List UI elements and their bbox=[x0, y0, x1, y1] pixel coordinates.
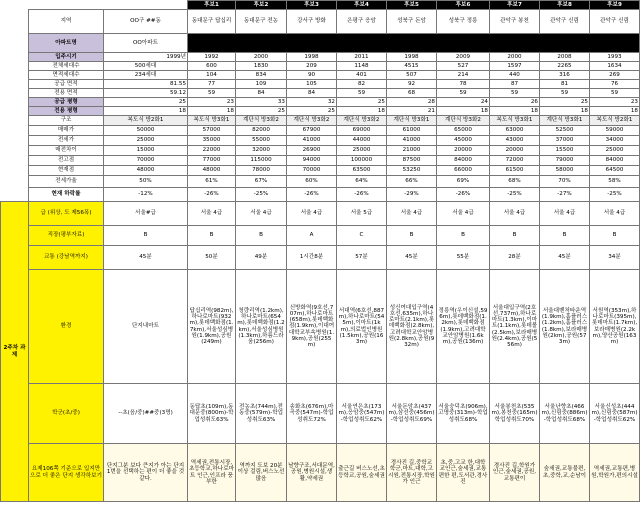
row-label: 구조 bbox=[29, 116, 104, 126]
cell: 은평구 응암 bbox=[337, 10, 387, 34]
cell: -27% bbox=[540, 188, 590, 202]
school-row bbox=[1, 384, 640, 444]
cell: 82000 bbox=[236, 126, 287, 136]
cell: 1830 bbox=[236, 62, 287, 71]
cell: 1998 bbox=[387, 53, 437, 62]
cell: 초,중,고교 한,대학교인근,숲세권,교통편한 편,도서관,경사진 bbox=[437, 444, 490, 502]
row-label: 전용 평형 bbox=[29, 107, 104, 116]
cell: 25 bbox=[287, 107, 337, 116]
cell: 41000 bbox=[387, 136, 437, 146]
cell: 84000 bbox=[437, 156, 490, 166]
base-value: 50000 bbox=[104, 126, 188, 136]
row-label: 요제106쪽 기준으로 입지만으로 더 좋은 단지 생각하보기 bbox=[29, 444, 104, 502]
cell: 34분 bbox=[590, 246, 640, 270]
cell: 316 bbox=[540, 71, 590, 80]
cell: 59 bbox=[490, 89, 540, 98]
base-value: 18 bbox=[104, 107, 188, 116]
cell: 77000 bbox=[188, 156, 236, 166]
cell: 복도식 방3화1 bbox=[188, 116, 236, 126]
row-label: 지역 bbox=[29, 10, 104, 34]
cell: 송화초(676m),마곡중(547m)-학업성취도72% bbox=[287, 384, 337, 444]
cell: 서울신성초(444m),신림중(587m)-학업성취도62% bbox=[590, 384, 640, 444]
cell: 계단식 방3화2 bbox=[287, 116, 337, 126]
row-label: 전세가율 bbox=[29, 176, 104, 188]
row-label: 아파트명 bbox=[29, 34, 104, 53]
cell: 동답초(109m),동대문중(800m)-학업성취도63% bbox=[188, 384, 236, 444]
cell: -25% bbox=[590, 188, 640, 202]
cell: 49분 bbox=[236, 246, 287, 270]
cell: 79000 bbox=[540, 156, 590, 166]
cell: 서울 4급 bbox=[437, 202, 490, 226]
cell: 84 bbox=[236, 89, 287, 98]
cell: 72000 bbox=[490, 156, 540, 166]
cell: 서울 4급 bbox=[236, 202, 287, 226]
cell: 서대역(6호선,887m),하나로마트(545m),이마트(1km),의료법인병원(1.5km),공원(163m) bbox=[337, 270, 387, 384]
base-value: 81.55 bbox=[104, 80, 188, 89]
candidate-6-header: 후보6 bbox=[437, 1, 490, 10]
candidate-1-header: 후보1 bbox=[188, 1, 236, 10]
cell: 527 bbox=[437, 62, 490, 71]
base-value: 234세대 bbox=[104, 71, 188, 80]
base-value: 1999년 bbox=[104, 53, 188, 62]
cell: 22000 bbox=[188, 146, 236, 156]
row-label: 공급 면적 bbox=[29, 80, 104, 89]
cell: 성북구 돈암 bbox=[387, 10, 437, 34]
current-price-row bbox=[1, 166, 640, 176]
cell: 82 bbox=[337, 80, 387, 89]
cell: 서울 4급 bbox=[540, 202, 590, 226]
cell: 숲세권,교통불편,초,중학,교,순남이 bbox=[540, 444, 590, 502]
area-households-row bbox=[1, 71, 640, 80]
cell: 관악구 신림 bbox=[590, 10, 640, 34]
cell: -26% bbox=[188, 188, 236, 202]
row-label: 전체세대수 bbox=[29, 62, 104, 71]
cell: 1993 bbox=[590, 53, 640, 62]
jeonse-row bbox=[1, 136, 640, 146]
cell: A bbox=[287, 226, 337, 246]
base-value: 15000 bbox=[104, 146, 188, 156]
cell: B bbox=[387, 226, 437, 246]
candidate-4-header: 후보4 bbox=[337, 1, 387, 10]
cell: 계단식 방3화1 bbox=[540, 116, 590, 126]
cell: 1998 bbox=[287, 53, 337, 62]
cell: 92 bbox=[387, 80, 437, 89]
cell: 청량리역(1.2km),하나로마트(654m),롯데백화점(1.2km),서울성심병원(1.3km),하름드라움(256m) bbox=[236, 270, 287, 384]
drop-rate-row bbox=[1, 188, 640, 202]
cell: 53250 bbox=[387, 166, 437, 176]
cell: 18 bbox=[437, 107, 490, 116]
candidate-3-header: 후보3 bbox=[287, 1, 337, 10]
cell: B bbox=[188, 226, 236, 246]
gap-row bbox=[1, 146, 640, 156]
cell: 43000 bbox=[490, 136, 540, 146]
cell: 78 bbox=[437, 80, 490, 89]
cell: 67% bbox=[236, 176, 287, 188]
cell: 18 bbox=[337, 107, 387, 116]
cell: 84000 bbox=[590, 156, 640, 166]
cell: 69000 bbox=[337, 126, 387, 136]
cell: 25 bbox=[236, 107, 287, 116]
supply-area-row bbox=[1, 80, 640, 89]
cell: 55분 bbox=[437, 246, 490, 270]
cell: 58% bbox=[590, 176, 640, 188]
cell: 26 bbox=[490, 98, 540, 107]
sale-price-row bbox=[1, 126, 640, 136]
cell: 507 bbox=[387, 71, 437, 80]
candidate-2-header: 후보2 bbox=[236, 1, 287, 10]
cell: 52500 bbox=[540, 126, 590, 136]
cell: 32 bbox=[287, 98, 337, 107]
base-value: 복도식 방2화1 bbox=[104, 116, 188, 126]
cell: 55000 bbox=[236, 136, 287, 146]
cell: B bbox=[540, 226, 590, 246]
cell: 45000 bbox=[437, 136, 490, 146]
cell: 401 bbox=[337, 71, 387, 80]
peak-price-row bbox=[1, 156, 640, 166]
cell: 35000 bbox=[188, 136, 236, 146]
candidate-7-header: 후보7 bbox=[490, 1, 540, 10]
cell: 66% bbox=[387, 176, 437, 188]
cell: 60% bbox=[287, 176, 337, 188]
cell: 성북구 정릉 bbox=[437, 10, 490, 34]
cell: 214 bbox=[437, 71, 490, 80]
cell: 서울 4급 bbox=[387, 202, 437, 226]
cell: 서울봉천초(535m),봉천중(165m)학업성취도70% bbox=[490, 384, 540, 444]
cell: 76 bbox=[590, 80, 640, 89]
cell: 신방화역(9호선,707m),하나로마트(658m),롯데백화점(1.9km),이대여대학교부속병원(1.9km),공원(255m) bbox=[287, 270, 337, 384]
base-value: B bbox=[104, 226, 188, 246]
row-label: 전용 면적 bbox=[29, 89, 104, 98]
cell: 67900 bbox=[287, 126, 337, 136]
row-label: 학군(초/중) bbox=[29, 384, 104, 444]
supply-pyeong-row bbox=[1, 98, 640, 107]
cell: 2008 bbox=[540, 53, 590, 62]
base-value: 단지내마트 bbox=[104, 270, 188, 384]
cell: 440 bbox=[490, 71, 540, 80]
row-label: 교통 (강남역까지) bbox=[29, 246, 104, 270]
cell: 834 bbox=[236, 71, 287, 80]
cell: 서울돈암초(437m),삼선중(456m)-학업성취도69% bbox=[387, 384, 437, 444]
cell: 90 bbox=[287, 71, 337, 80]
cell: 78000 bbox=[236, 166, 287, 176]
cell: 동대문구 전농 bbox=[236, 10, 287, 34]
cell: 서울 4급 bbox=[490, 202, 540, 226]
cell: 109 bbox=[236, 80, 287, 89]
cell: 2000 bbox=[490, 53, 540, 62]
cell: 2011 bbox=[337, 53, 387, 62]
row-label: 매매가 bbox=[29, 126, 104, 136]
base-value: 48000 bbox=[104, 166, 188, 176]
cell: 4515 bbox=[387, 62, 437, 71]
cell: 600 bbox=[188, 62, 236, 71]
cell: 성신여대입구역(4호선,635m),하나로마트(2.1km),롯데백화점(2.8km),고려대학교안암병원(2.8km),공원(932m) bbox=[387, 270, 437, 384]
base-value: OO구 ##동 bbox=[104, 10, 188, 34]
cell: 2009 bbox=[437, 53, 490, 62]
cell: 66000 bbox=[437, 166, 490, 176]
cell: 18 bbox=[540, 107, 590, 116]
cell: 정릉역(우이신설,596m),롯데백화점(1.2km),롯데백화점(1.9km),고려대학교안암병원(1.6km),공원(136m) bbox=[437, 270, 490, 384]
cell: 28 bbox=[387, 98, 437, 107]
row-label: 환경 bbox=[29, 270, 104, 384]
cell: 남향구조,서대문역,공원,병원시설,생활,약세권 bbox=[287, 444, 337, 502]
cell: 전농초(744m),전동중(579m)-학업성취도63% bbox=[236, 384, 287, 444]
cell: 25000 bbox=[590, 146, 640, 156]
cell: 59000 bbox=[590, 126, 640, 136]
cell: 26900 bbox=[287, 146, 337, 156]
cell: 복도식 방3화1 bbox=[490, 116, 540, 126]
row-label: 입주시기 bbox=[29, 53, 104, 62]
cell: 81 bbox=[540, 80, 590, 89]
cell: 23 bbox=[188, 98, 236, 107]
base-value: 25000 bbox=[104, 136, 188, 146]
cell: 57분 bbox=[337, 246, 387, 270]
cell: 서울대입구역(2호선,737m),하나로마트(1.3km),이마트(1.1km),롯데몰(2.5km),보라매병원(2.4km),공원(556m) bbox=[490, 270, 540, 384]
year-row bbox=[1, 53, 640, 62]
cell: 경사진 길,중학교 학군,마트,대학,고시원,전통시장,학원가 인근 bbox=[387, 444, 437, 502]
cell: 77 bbox=[188, 80, 236, 89]
cell: 104 bbox=[188, 71, 236, 80]
cell: 25000 bbox=[337, 146, 387, 156]
cell: 59 bbox=[540, 89, 590, 98]
base-value: --초(음/중)##중(3명) bbox=[104, 384, 188, 444]
cell: 41000 bbox=[287, 136, 337, 146]
base-value: 서울#급 bbox=[104, 202, 188, 226]
cell: -26% bbox=[437, 188, 490, 202]
cell: 서원역(353m),하나로마트(395m),롯데마트(1.7km),보라매병원(2.2km),양산공원(163m) bbox=[590, 270, 640, 384]
workplace-row bbox=[1, 226, 640, 246]
tier-row bbox=[1, 202, 640, 226]
cell: 25 bbox=[337, 98, 387, 107]
cell: 59 bbox=[188, 89, 236, 98]
cell: -25% bbox=[236, 188, 287, 202]
cell: 70% bbox=[540, 176, 590, 188]
summary-row bbox=[1, 444, 640, 502]
cell: 역세권,교통편,병원,학원가,편의시설 bbox=[590, 444, 640, 502]
candidate-8-header: 후보8 bbox=[540, 1, 590, 10]
cell: 59 bbox=[437, 89, 490, 98]
base-value: 500세대 bbox=[104, 62, 188, 71]
row-label: 현재점 bbox=[29, 166, 104, 176]
row-label: 현재 하락률 bbox=[29, 188, 104, 202]
cell: 서울난향초(466m),신림중(886m)-학업성취도68% bbox=[540, 384, 590, 444]
cell: -25% bbox=[490, 188, 540, 202]
cell: 1992 bbox=[188, 53, 236, 62]
cell: 87500 bbox=[387, 156, 437, 166]
cell: 23 bbox=[590, 98, 640, 107]
use-area-row bbox=[1, 89, 640, 98]
cell: 63500 bbox=[337, 166, 387, 176]
cell: 100000 bbox=[337, 156, 387, 166]
cell: B bbox=[437, 226, 490, 246]
cell: 1시간8분 bbox=[287, 246, 337, 270]
cell: 복도식 방2화1 bbox=[590, 116, 640, 126]
region-row bbox=[1, 10, 640, 34]
cell: 28분 bbox=[490, 246, 540, 270]
cell: 24 bbox=[437, 98, 490, 107]
cell: 2000 bbox=[236, 53, 287, 62]
cell: 61500 bbox=[490, 166, 540, 176]
candidate-9-header: 후보9 bbox=[590, 1, 640, 10]
cell: 20000 bbox=[490, 146, 540, 156]
base-value: 70000 bbox=[104, 156, 188, 166]
jeonse-ratio-row bbox=[1, 176, 640, 188]
cell: 64% bbox=[337, 176, 387, 188]
cell: 94000 bbox=[287, 156, 337, 166]
cell: 2265 bbox=[540, 62, 590, 71]
row-label: 전세가 bbox=[29, 136, 104, 146]
base-value: -12% bbox=[104, 188, 188, 202]
cell: 209 bbox=[287, 62, 337, 71]
cell: 21 bbox=[387, 107, 437, 116]
cell: 32000 bbox=[236, 146, 287, 156]
cell: 63000 bbox=[490, 126, 540, 136]
cell: 관악구 신림 bbox=[540, 10, 590, 34]
cell: 21000 bbox=[387, 146, 437, 156]
cell: 45분 bbox=[387, 246, 437, 270]
row-label: 매전차이 bbox=[29, 146, 104, 156]
cell: 18 bbox=[490, 107, 540, 116]
cell: 강서구 방화 bbox=[287, 10, 337, 34]
cell: 105 bbox=[287, 80, 337, 89]
cell: 1634 bbox=[590, 62, 640, 71]
cell: C bbox=[337, 226, 387, 246]
transport-row bbox=[1, 246, 640, 270]
cell: 59 bbox=[337, 89, 387, 98]
cell: 70000 bbox=[287, 166, 337, 176]
cell: 서울 4급 bbox=[287, 202, 337, 226]
cell: 34000 bbox=[590, 136, 640, 146]
cell: 18 bbox=[188, 107, 236, 116]
cell: 서울 4급 bbox=[188, 202, 236, 226]
cell: 59 bbox=[590, 89, 640, 98]
base-value: 59.12 bbox=[104, 89, 188, 98]
cell: 18 bbox=[590, 107, 640, 116]
base-value: 25 bbox=[104, 98, 188, 107]
cell: 61% bbox=[188, 176, 236, 188]
cell: 20000 bbox=[437, 146, 490, 156]
row-label: 급 (위상, 도 제56폭) bbox=[29, 202, 104, 226]
cell: 서울 5급 bbox=[337, 202, 387, 226]
row-label: 전고점 bbox=[29, 156, 104, 166]
cell: 50분 bbox=[188, 246, 236, 270]
cell: B bbox=[236, 226, 287, 246]
cell: 65000 bbox=[437, 126, 490, 136]
cell: 서울 4급 bbox=[590, 202, 640, 226]
cell: 동대문구 답십리 bbox=[188, 10, 236, 34]
cell: 87 bbox=[490, 80, 540, 89]
environment-row bbox=[1, 270, 640, 384]
cell: 68% bbox=[490, 176, 540, 188]
cell: B bbox=[490, 226, 540, 246]
cell: 33 bbox=[236, 98, 287, 107]
structure-row bbox=[1, 116, 640, 126]
cell: 84 bbox=[287, 89, 337, 98]
apt-name-row bbox=[1, 34, 640, 53]
header-row bbox=[1, 1, 640, 10]
candidate-5-header: 후보5 bbox=[387, 1, 437, 10]
cell: 68 bbox=[387, 89, 437, 98]
cell: 1148 bbox=[337, 62, 387, 71]
cell: 58000 bbox=[540, 166, 590, 176]
cell: 서울연은초(173m),응암중(547m)-학업성취도62% bbox=[337, 384, 387, 444]
cell: 경사진 길,학원가 인근,숲세권,공원,교통편이 bbox=[490, 444, 540, 502]
cell: 1597 bbox=[490, 62, 540, 71]
cell: -29% bbox=[387, 188, 437, 202]
redacted-band bbox=[188, 34, 640, 53]
section-side-label: 2주차 과제 bbox=[1, 202, 29, 502]
cell: -26% bbox=[287, 188, 337, 202]
base-value: 45분 bbox=[104, 246, 188, 270]
total-households-row bbox=[1, 62, 640, 71]
cell: 계단식 방3화2 bbox=[437, 116, 490, 126]
row-label: 면적세대수 bbox=[29, 71, 104, 80]
use-pyeong-row bbox=[1, 107, 640, 116]
cell: 45분 bbox=[540, 246, 590, 270]
cell: 37000 bbox=[540, 136, 590, 146]
cell: 269 bbox=[590, 71, 640, 80]
cell: 48000 bbox=[188, 166, 236, 176]
cell: 57000 bbox=[188, 126, 236, 136]
cell: -26% bbox=[337, 188, 387, 202]
cell: 25 bbox=[540, 98, 590, 107]
cell: 서울대벤처타운역(1.9km),홈플러스(1.2km),홈플러스(1.8km),보라매병원(2km),공원(573m) bbox=[540, 270, 590, 384]
cell: 관악구 봉천 bbox=[490, 10, 540, 34]
cell: 서울숭덕초(906m),고명중(313m)-학업성취도68% bbox=[437, 384, 490, 444]
base-value: OO아파트 bbox=[104, 34, 188, 53]
cell: 역까지 도보 20분이상 걸림,버스노선 많음 bbox=[236, 444, 287, 502]
cell: 계단식 방3화1 bbox=[387, 116, 437, 126]
row-label: 공급 평형 bbox=[29, 98, 104, 107]
cell: 115000 bbox=[236, 156, 287, 166]
cell: 답십리역(982m),하나로마트(932m),롯데백화점(1.7km),서울성심병원(1.9km),공원(249m) bbox=[188, 270, 236, 384]
base-value: 50% bbox=[104, 176, 188, 188]
cell: 64500 bbox=[590, 166, 640, 176]
cell: 15500 bbox=[540, 146, 590, 156]
cell: B bbox=[590, 226, 640, 246]
row-label: 직장(평부자료) bbox=[29, 226, 104, 246]
base-value: 단지그분 보다 큰지가 아는 단지 1번을 선택하는 편이 더 좋을 것 같다. bbox=[104, 444, 188, 502]
cell: 69% bbox=[437, 176, 490, 188]
cell: 역세권,전통시장,초등학교,하나로마트 인근,인프라 풍부한 bbox=[188, 444, 236, 502]
cell: 44000 bbox=[337, 136, 387, 146]
cell: 61000 bbox=[387, 126, 437, 136]
cell: 계단식 방3화2 bbox=[337, 116, 387, 126]
cell: 출근길 버스노선,초등학교,공원,숲세권 bbox=[337, 444, 387, 502]
cell: 계단식 방3화2 bbox=[236, 116, 287, 126]
